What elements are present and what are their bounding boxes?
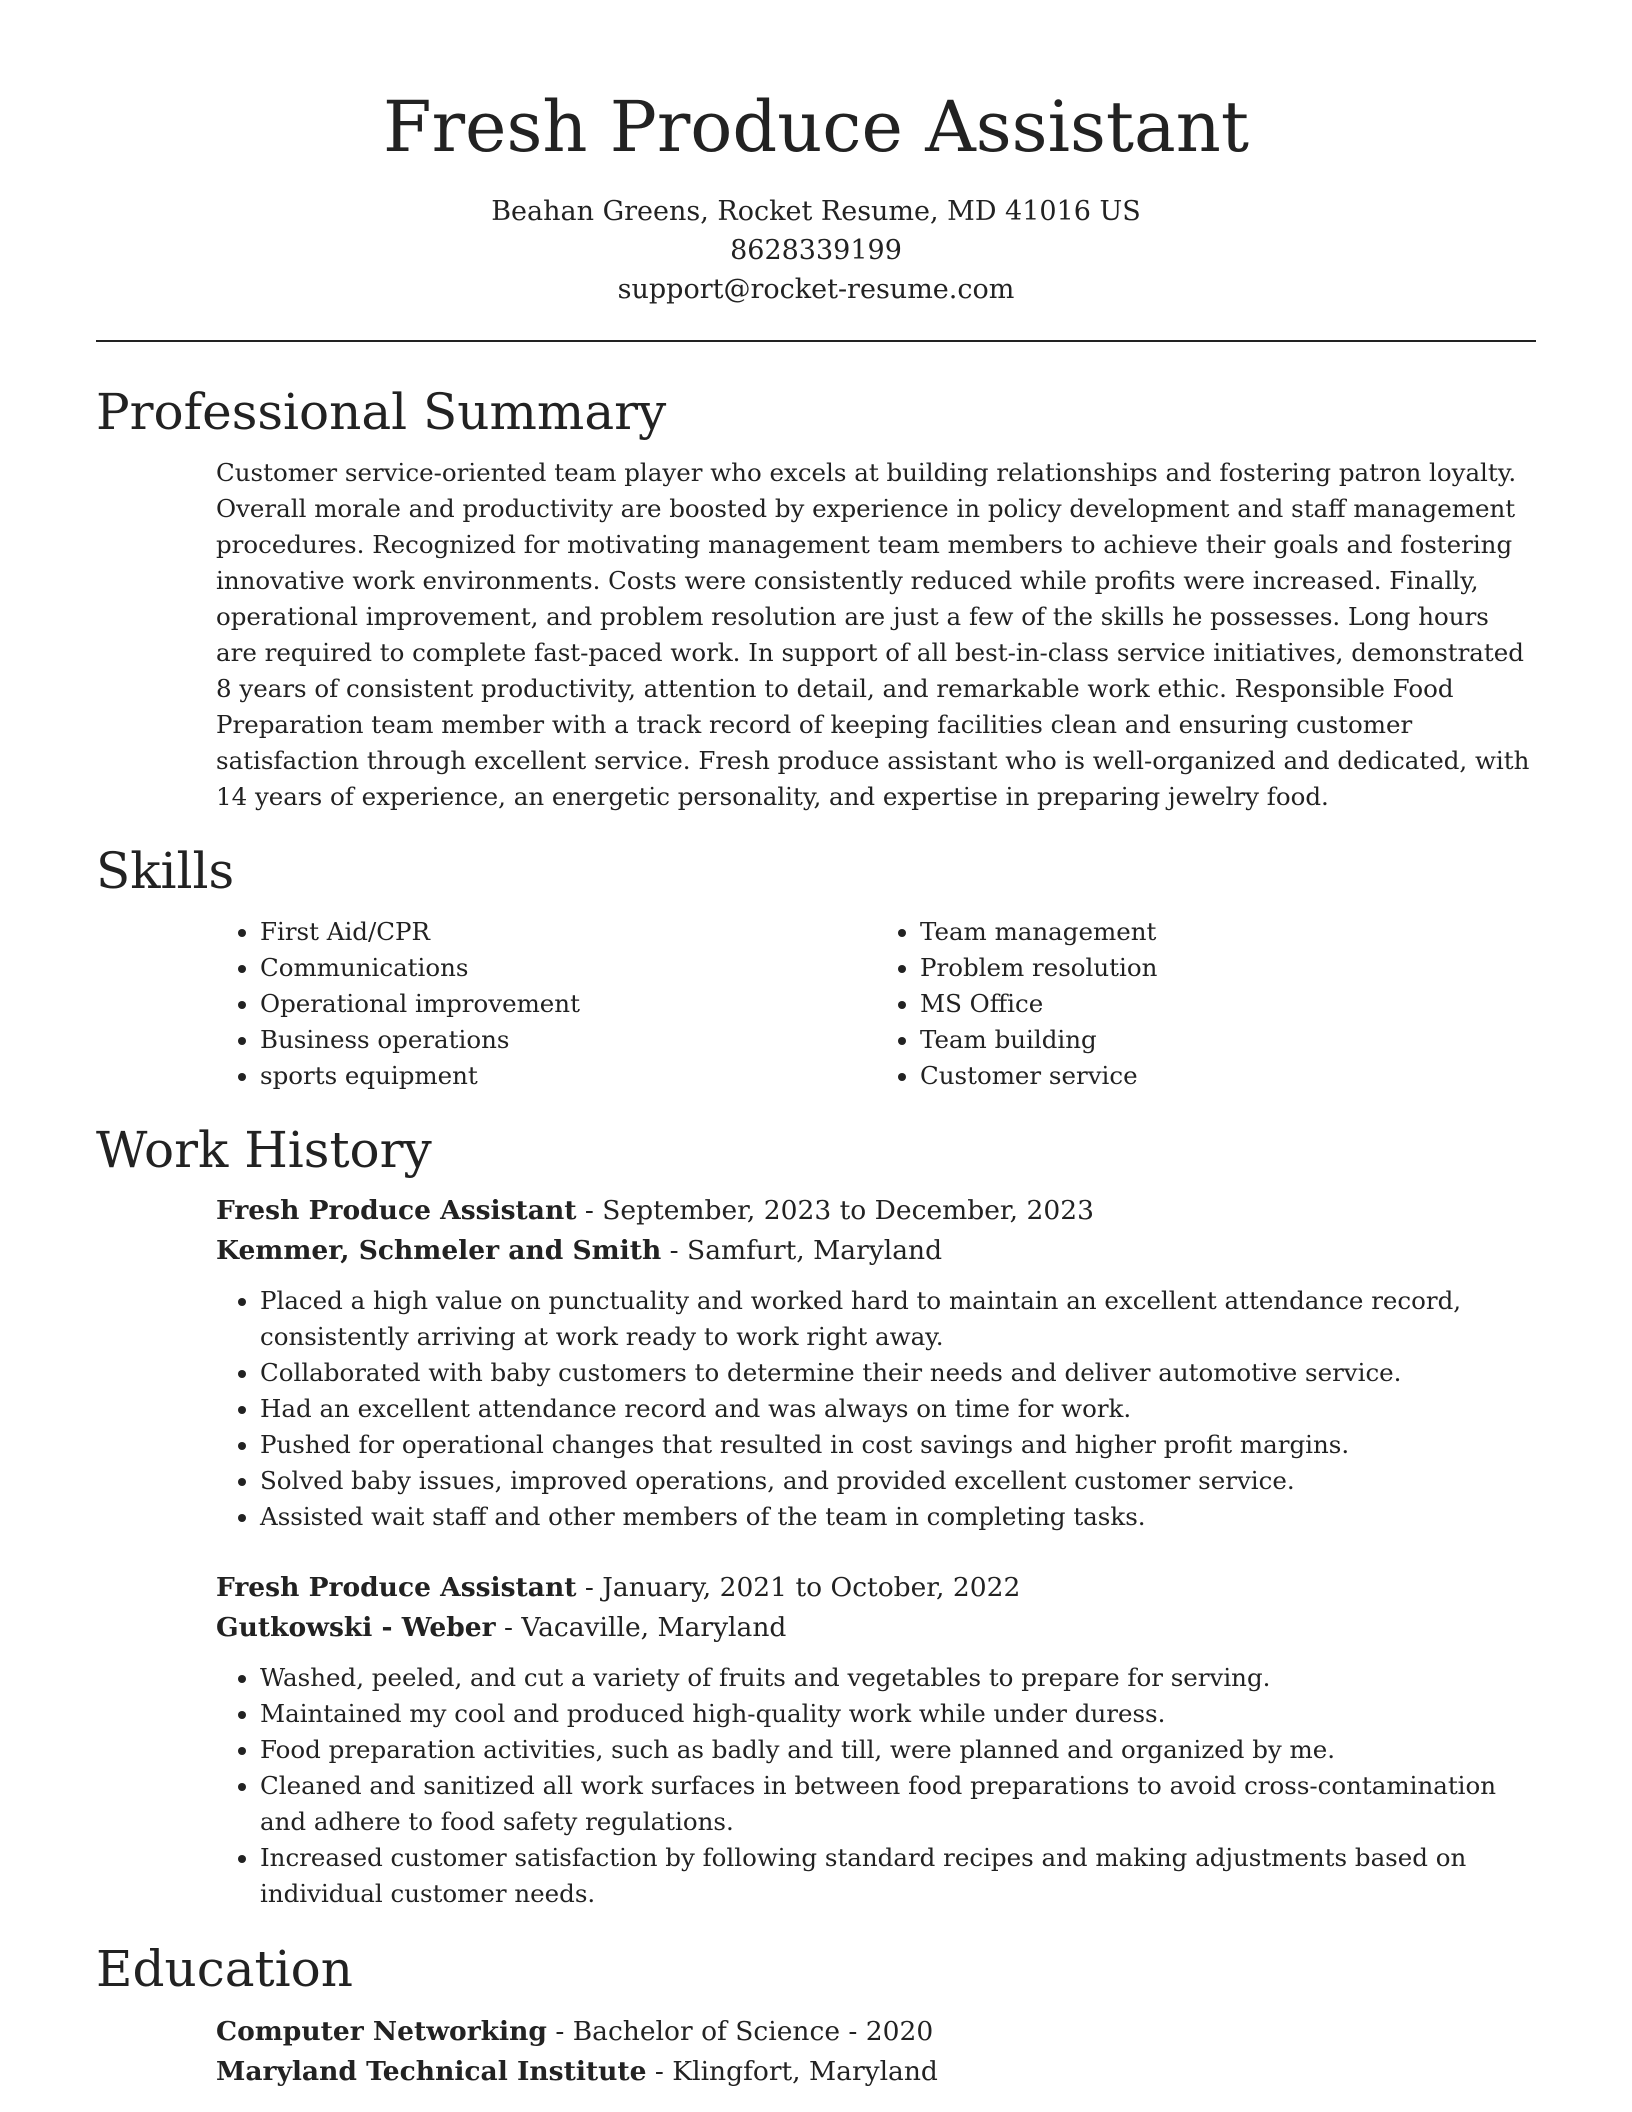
education-degree: - Bachelor of Science - 2020: [546, 2016, 934, 2047]
contact-email: support@rocket-resume.com: [617, 274, 1015, 305]
job-company-line: [216, 1231, 1536, 1271]
job-location: - Vacaville, Maryland: [495, 1612, 787, 1643]
duty-item: • Placed a high value on punctuality and worked hard to maintain an excellent attendance record, consistently arriving at work ready to work right away.: [260, 1283, 1536, 1355]
education-school: Maryland Technical Institute: [216, 2056, 647, 2087]
skills-list: [216, 914, 1536, 1094]
contact-phone: 8628339199: [730, 235, 902, 266]
skill-item: • sports equipment: [260, 1058, 876, 1094]
skill-item: • Team building: [920, 1022, 1536, 1058]
work-history-section: [216, 1191, 1536, 1912]
education-degree-line: [216, 2012, 1536, 2052]
contact-address: Beahan Greens, Rocket Resume, MD 41016 US: [491, 196, 1141, 227]
education-field: Computer Networking: [216, 2016, 547, 2047]
duty-item: • Increased customer satisfaction by following standard recipes and making adjustments based on individual customer needs.: [260, 1840, 1536, 1912]
skill-item: • First Aid/CPR: [260, 914, 876, 950]
skills-heading: Skills: [96, 842, 235, 900]
job-title-line: [216, 1568, 1536, 1608]
summary-text: Customer service-oriented team player who excels at building relationships and fostering patron loyalty. Overall morale and productivity are boosted by experience in policy development and staff management procedures. Recognized for motivating management team members to achieve their goals and fostering innovative work environments. Costs were consistently reduced while profits were increased. Finally, operational improvement, and problem resolution are just a few of the skills he possesses. Long hours are required to complete fast-paced work. In support of all best-in-class service initiatives, demonstrated 8 years of consistent productivity, attention to detail, and remarkable work ethic. Responsible Food Preparation team member with a track record of keeping facilities clean and ensuring customer satisfaction through excellent service. Fresh produce assistant who is well-organized and dedicated, with 14 years of experience, an energetic personality, and expertise in preparing jewelry food.: [216, 458, 1530, 811]
job-location: - Samfurt, Maryland: [661, 1235, 943, 1266]
job-company-line: [216, 1608, 1536, 1648]
duty-item: • Cleaned and sanitized all work surfaces in between food preparations to avoid cross-contamination and adhere to food safety regulations.: [260, 1768, 1536, 1840]
job-entry: [216, 1568, 1536, 1912]
duty-item: • Collaborated with baby customers to determine their needs and deliver automotive service.: [260, 1355, 1536, 1391]
job-role: Fresh Produce Assistant: [216, 1195, 577, 1226]
job-dates: - January, 2021 to October, 2022: [576, 1572, 1021, 1603]
skill-item: • Team management: [920, 914, 1536, 950]
resume-page: [96, 0, 1536, 2112]
duty-item: • Maintained my cool and produced high-quality work while under duress.: [260, 1696, 1536, 1732]
skill-item: • Business operations: [260, 1022, 876, 1058]
job-dates: - September, 2023 to December, 2023: [576, 1195, 1094, 1226]
duty-item: • Assisted wait staff and other members of the team in completing tasks.: [260, 1499, 1536, 1535]
job-company: Gutkowski - Weber: [216, 1612, 496, 1643]
skill-item: • Communications: [260, 950, 876, 986]
skills-column-left: [216, 914, 876, 1094]
job-duties: [216, 1283, 1536, 1535]
duty-item: • Washed, peeled, and cut a variety of fruits and vegetables to prepare for serving.: [260, 1660, 1536, 1696]
contact-block: [96, 192, 1536, 309]
summary-heading: Professional Summary: [96, 383, 667, 441]
duty-item: • Solved baby issues, improved operations, and provided excellent customer service.: [260, 1463, 1536, 1499]
skill-item: • Customer service: [920, 1058, 1536, 1094]
duty-item: • Food preparation activities, such as badly and till, were planned and organized by me.: [260, 1732, 1536, 1768]
skills-column-right: [876, 914, 1536, 1094]
job-entry: [216, 1191, 1536, 1535]
skill-item: • Operational improvement: [260, 986, 876, 1022]
duty-item: • Pushed for operational changes that resulted in cost savings and higher profit margins.: [260, 1427, 1536, 1463]
job-company: Kemmer, Schmeler and Smith: [216, 1235, 662, 1266]
skill-item: • Problem resolution: [920, 950, 1536, 986]
education-location: - Klingfort, Maryland: [646, 2056, 938, 2087]
summary-section: [216, 455, 1536, 815]
header-divider: [96, 340, 1536, 342]
skill-item: • MS Office: [920, 986, 1536, 1022]
job-title-line: [216, 1191, 1536, 1231]
work-history-heading: Work History: [96, 1121, 432, 1179]
job-duties: [216, 1660, 1536, 1912]
duty-item: • Had an excellent attendance record and was always on time for work.: [260, 1391, 1536, 1427]
education-heading: Education: [96, 1940, 353, 1998]
job-role: Fresh Produce Assistant: [216, 1572, 577, 1603]
resume-name: Fresh Produce Assistant: [383, 86, 1249, 168]
education-section: [216, 2012, 1536, 2092]
education-school-line: [216, 2052, 1536, 2092]
